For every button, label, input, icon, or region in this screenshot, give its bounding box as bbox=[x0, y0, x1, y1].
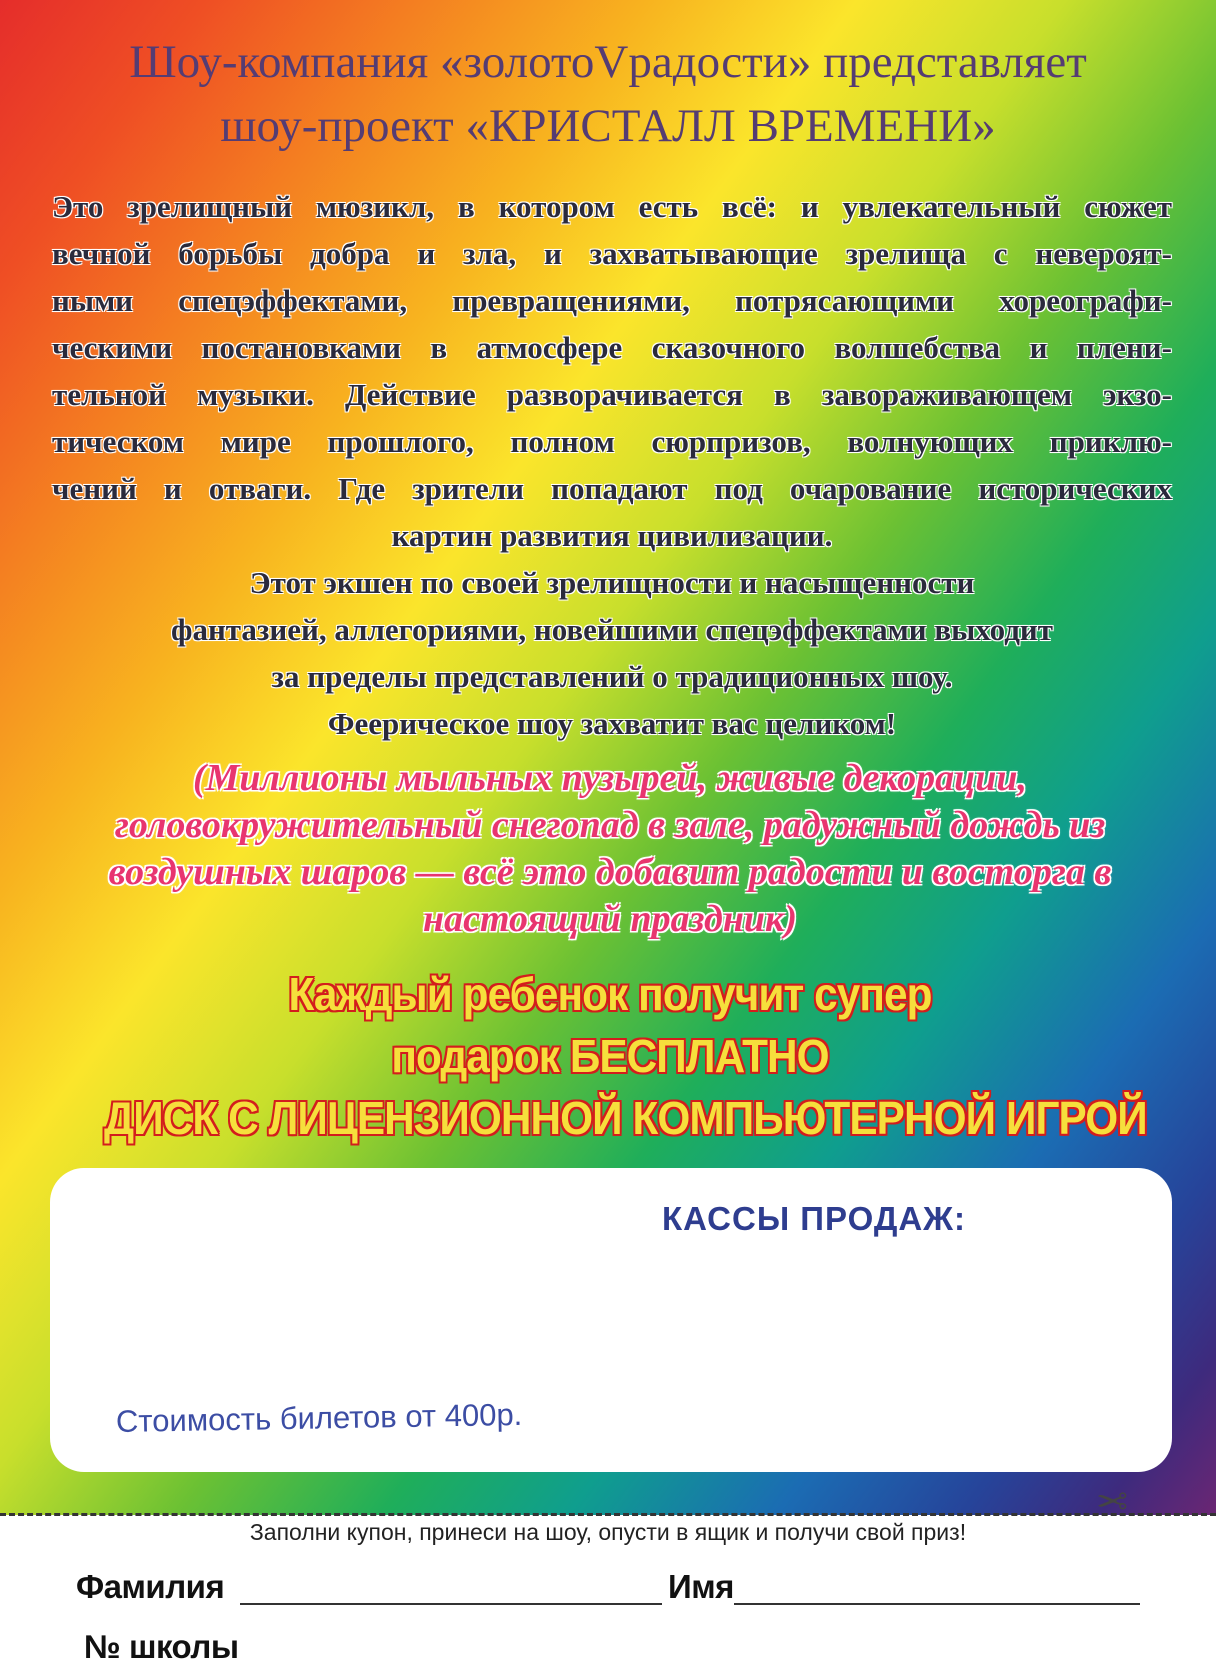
description-line: Это зрелищный мюзикл, в котором есть всё: и увлекательный сюжет bbox=[52, 189, 1172, 224]
school-label: № школы bbox=[84, 1628, 239, 1665]
gift-line: ДИСК С ЛИЦЕНЗИОННОЙ КОМПЬЮТЕРНОЙ ИГРОЙ bbox=[104, 1092, 1147, 1144]
name-field[interactable] bbox=[734, 1603, 1140, 1605]
ticket-info-box bbox=[50, 1168, 1172, 1472]
description-line: вечной борьбы добра и зла, и захватывающие зрелища с невероят- bbox=[52, 236, 1172, 271]
gift-banner bbox=[104, 963, 1147, 1149]
highlight-line: головокружительный снегопад в зале, радужный дождь из bbox=[114, 804, 1106, 846]
description-line: за пределы представлений о традиционных шоу. bbox=[271, 659, 953, 694]
gift-line: подарок БЕСПЛАТНО bbox=[391, 1030, 829, 1082]
header-line-1: Шоу-компания «золотоVрадости» представляет bbox=[129, 36, 1087, 88]
ticket-offices-heading: КАССЫ ПРОДАЖ: bbox=[662, 1200, 966, 1237]
description-line: Феерическое шоу захватит вас целиком! bbox=[327, 706, 897, 741]
name-label: Имя bbox=[668, 1568, 734, 1605]
highlight-line: воздушных шаров — всё это добавит радости и восторга в bbox=[108, 851, 1112, 893]
gift-line: Каждый ребенок получит супер bbox=[288, 968, 932, 1020]
surname-label: Фамилия bbox=[76, 1568, 225, 1605]
description-line: тическом мире прошлого, полном сюрпризов, волнующих приклю- bbox=[52, 424, 1172, 459]
description-line: картин развития цивилизации. bbox=[391, 518, 833, 553]
header-line-2: шоу-проект «КРИСТАЛЛ ВРЕМЕНИ» bbox=[220, 100, 996, 152]
ticket-price: Стоимость билетов от 400р. bbox=[115, 1396, 523, 1439]
scissors-icon: ✂ bbox=[1096, 1478, 1128, 1522]
coupon-cut-line bbox=[0, 1513, 1216, 1516]
description-line: фантазией, аллегориями, новейшими спецэффектами выходит bbox=[171, 612, 1053, 647]
description-line: ными спецэффектами, превращениями, потрясающими хореографи- bbox=[52, 283, 1172, 318]
coupon-instruction: Заполни купон, принеси на шоу, опусти в ящик и получи свой приз! bbox=[249, 1519, 967, 1545]
highlight-line: настоящий праздник) bbox=[423, 898, 797, 940]
flyer-header bbox=[0, 30, 1216, 158]
show-description bbox=[52, 183, 1172, 747]
description-line: ческими постановками в атмосфере сказочного волшебства и плени- bbox=[52, 330, 1172, 365]
highlights-block bbox=[40, 755, 1180, 943]
surname-field[interactable] bbox=[240, 1603, 662, 1605]
highlight-line: (Миллионы мыльных пузырей, живые декорации, bbox=[192, 757, 1028, 799]
description-line: тельной музыки. Действие разворачивается в завораживающем экзо- bbox=[52, 377, 1172, 412]
description-line: Этот экшен по своей зрелищности и насыщенности bbox=[249, 565, 975, 600]
description-line: чений и отваги. Где зрители попадают под очарование исторических bbox=[52, 471, 1172, 506]
